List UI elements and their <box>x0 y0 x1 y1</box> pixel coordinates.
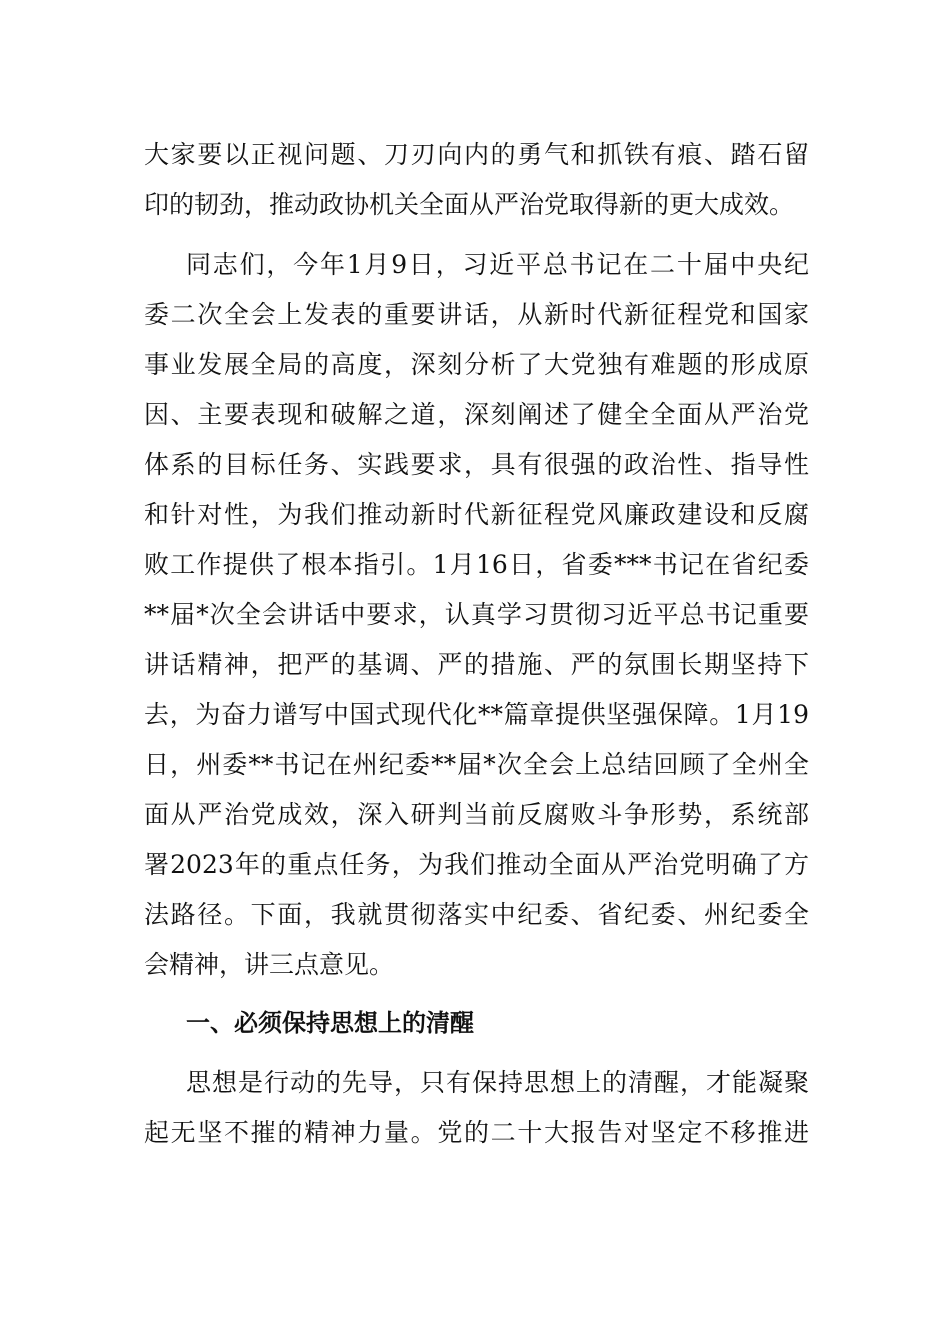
body-line: 日，州委**书记在州纪委**届*次全会上总结回顾了全州全 <box>144 750 809 779</box>
paragraph-first-line: 思想是行动的先导，只有保持思想上的清醒，才能凝聚 <box>186 1068 809 1097</box>
section-heading: 一、必须保持思想上的清醒 <box>186 1009 474 1037</box>
body-line: 去，为奋力谱写中国式现代化**篇章提供坚强保障。1月19 <box>144 700 809 729</box>
body-line: 委二次全会上发表的重要讲话，从新时代新征程党和国家 <box>144 300 809 329</box>
body-line: 体系的目标任务、实践要求，具有很强的政治性、指导性 <box>144 450 809 479</box>
body-line: 起无坚不摧的精神力量。党的二十大报告对坚定不移推进 <box>144 1118 809 1147</box>
body-line: 印的韧劲，推动政协机关全面从严治党取得新的更大成效。 <box>144 190 795 219</box>
body-line: 事业发展全局的高度，深刻分析了大党独有难题的形成原 <box>144 350 809 379</box>
body-line: 和针对性，为我们推动新时代新征程党风廉政建设和反腐 <box>144 500 809 529</box>
body-line: 法路径。下面，我就贯彻落实中纪委、省纪委、州纪委全 <box>144 900 809 929</box>
body-line: 败工作提供了根本指引。1月16日，省委***书记在省纪委 <box>144 550 809 579</box>
body-line: 署2023年的重点任务，为我们推动全面从严治党明确了方 <box>144 850 809 879</box>
body-line: 因、主要表现和破解之道，深刻阐述了健全全面从严治党 <box>144 400 809 429</box>
paragraph-first-line: 同志们，今年1月9日，习近平总书记在二十届中央纪 <box>186 250 809 279</box>
body-line: 面从严治党成效，深入研判当前反腐败斗争形势，系统部 <box>144 800 809 829</box>
body-line: **届*次全会讲话中要求，认真学习贯彻习近平总书记重要 <box>144 600 809 629</box>
body-line: 大家要以正视问题、刀刃向内的勇气和抓铁有痕、踏石留 <box>144 140 809 169</box>
body-line: 讲话精神，把严的基调、严的措施、严的氛围长期坚持下 <box>144 650 809 679</box>
body-line: 会精神，讲三点意见。 <box>144 950 395 979</box>
